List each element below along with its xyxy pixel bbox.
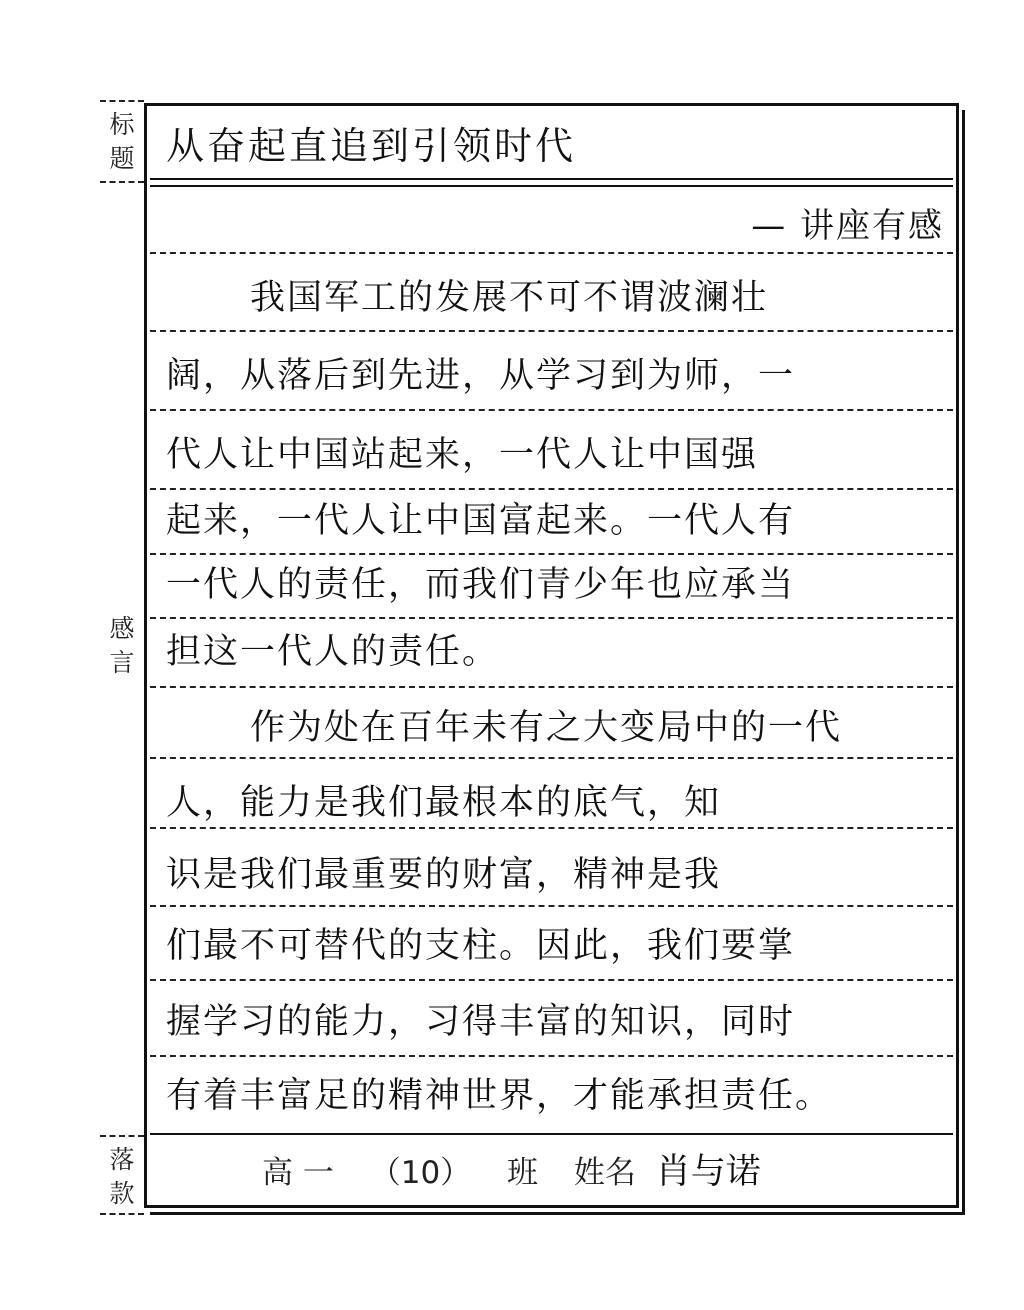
essay-line-12: 有着丰富足的精神世界，才能承担责任。 xyxy=(166,1076,833,1116)
margin-label-title-char-2: 题 xyxy=(109,144,135,173)
ruled-line xyxy=(150,252,953,254)
margin-label-signature-char-1: 落 xyxy=(109,1145,135,1174)
ruled-line xyxy=(150,488,953,490)
ruled-line xyxy=(150,686,953,688)
margin-label-signature-char-2: 款 xyxy=(109,1179,135,1208)
margin-divider-top xyxy=(100,100,144,102)
margin-label-signature xyxy=(100,1143,144,1211)
essay-line-5: 一代人的责任，而我们青少年也应承当 xyxy=(166,565,796,605)
essay-title: 从奋起直追到引领时代 xyxy=(166,124,577,168)
essay-line-7: 作为处在百年未有之大变局中的一代 xyxy=(250,708,843,748)
margin-label-body xyxy=(100,612,144,680)
essay-line-9: 识是我们最重要的财富，精神是我 xyxy=(166,855,722,895)
essay-line-6: 担这一代人的责任。 xyxy=(166,632,500,672)
margin-label-title xyxy=(100,108,144,176)
signature-grade: 高 一 xyxy=(262,1155,334,1191)
ruled-line xyxy=(150,330,953,332)
essay-line-11: 握学习的能力，习得丰富的知识，同时 xyxy=(166,1002,796,1042)
title-divider xyxy=(150,178,953,180)
ruled-line xyxy=(150,617,953,619)
essay-line-8: 人，能力是我们最根本的底气，知 xyxy=(166,783,722,823)
ruled-line xyxy=(150,1055,953,1057)
signature-class-number: （10） xyxy=(369,1155,472,1191)
signature-name: 肖与诺 xyxy=(655,1152,761,1192)
margin-label-title-char-1: 标 xyxy=(109,110,135,139)
title-divider-2 xyxy=(150,185,953,187)
signature-divider xyxy=(150,1133,953,1135)
margin-label-body-char-2: 言 xyxy=(109,648,135,677)
margin-label-body-char-1: 感 xyxy=(109,614,135,643)
essay-line-2: 阔，从落后到先进，从学习到为师，一 xyxy=(166,356,796,396)
margin-divider-signature xyxy=(100,1135,144,1137)
margin-divider-bottom xyxy=(100,1213,144,1215)
essay-line-10: 们最不可替代的支柱。因此，我们要掌 xyxy=(166,926,796,966)
ruled-line xyxy=(150,827,953,829)
ruled-line xyxy=(150,979,953,981)
ruled-line xyxy=(150,409,953,411)
margin-divider-title xyxy=(100,181,144,183)
essay-line-4: 起来，一代人让中国富起来。一代人有 xyxy=(166,501,796,541)
signature-line xyxy=(262,1148,761,1197)
signature-class-word: 班 xyxy=(507,1155,539,1191)
ruled-line xyxy=(150,905,953,907)
essay-line-3: 代人让中国站起来，一代人让中国强 xyxy=(166,435,759,475)
signature-name-label: 姓名 xyxy=(573,1155,636,1191)
ruled-line xyxy=(150,757,953,759)
essay-subtitle: — 讲座有感 xyxy=(751,206,944,246)
essay-line-1: 我国军工的发展不可不谓波澜壮 xyxy=(250,278,769,318)
ruled-line xyxy=(150,553,953,555)
